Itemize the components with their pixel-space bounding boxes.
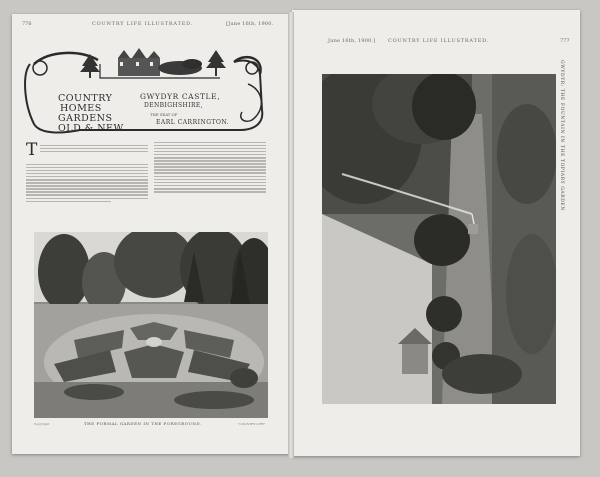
left-running-title: COUNTRY LIFE ILLUSTRATED.: [92, 21, 194, 27]
formal-garden-photo: [34, 232, 268, 418]
right-page-number: 777: [560, 38, 570, 44]
article-owner: EARL CARRINGTON.: [156, 119, 230, 126]
left-page-date: [June 16th, 1900.: [226, 21, 274, 27]
body-text-col1-lead: [40, 143, 148, 161]
body-text-col2: [154, 140, 266, 222]
article-location: DENBIGHSHIRE,: [144, 102, 203, 109]
drop-cap: T: [26, 140, 38, 160]
series-title-line-4: OLD & NEW: [58, 123, 124, 134]
right-running-title: COUNTRY LIFE ILLUSTRATED.: [388, 38, 490, 44]
series-title-line-2: HOMES: [60, 103, 102, 114]
series-title-line-3: GARDENS: [58, 113, 113, 124]
topiary-fountain-photo: [322, 74, 556, 404]
series-title-line-1: COUNTRY: [58, 93, 113, 104]
side-photo-caption: [554, 60, 566, 360]
article-title: GWYDYR CASTLE,: [140, 92, 221, 101]
photo-credit-left: Copyright: [34, 422, 50, 426]
left-page-number: 776: [22, 21, 32, 27]
spine-gutter: [288, 12, 294, 458]
side-photo-caption-text: GWYDYR: THE FOUNTAIN IN THE TOPIARY GARDEN: [559, 60, 564, 211]
right-page-date: June 16th, 1900.]: [328, 38, 376, 44]
photo-caption: THE FORMAL GARDEN IN THE FOREGROUND.: [84, 421, 202, 426]
photo-credit-right: "COUNTRY LIFE": [238, 422, 266, 426]
article-seat-of: THE SEAT OF: [150, 112, 178, 117]
body-text-col1: [26, 162, 148, 222]
